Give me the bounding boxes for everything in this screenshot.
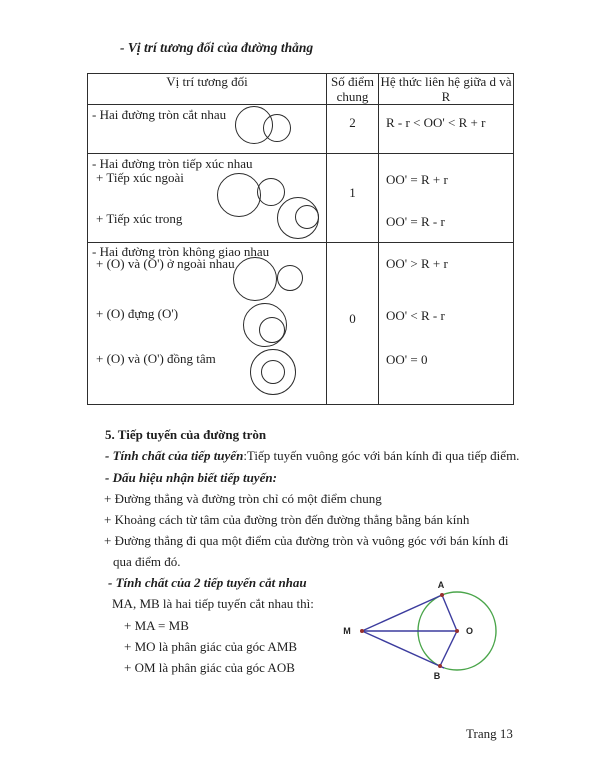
row-label: - Hai đường tròn tiếp xúc nhau xyxy=(92,156,253,171)
common-points-count: 1 xyxy=(327,154,379,243)
relative-position-table xyxy=(87,73,514,405)
bullet-line-continuation: qua điểm đó. xyxy=(113,554,181,569)
external-tangent-circles-diagram xyxy=(217,173,261,217)
tangent-lines-figure xyxy=(328,571,528,691)
label-M: M xyxy=(343,626,351,636)
row-sublabel: + (O) và (O') ở ngoài nhau xyxy=(96,256,235,271)
page-number: Trang 13 xyxy=(466,726,513,741)
row-sublabel: + (O) và (O') đồng tâm xyxy=(96,351,216,366)
label-O: O xyxy=(466,626,474,636)
common-points-count: 2 xyxy=(327,105,379,154)
relation-formula: OO' = R + r xyxy=(386,172,448,187)
separate-circles-diagram xyxy=(233,257,277,301)
tangent-property-item: + MO là phân giác của góc AMB xyxy=(124,639,298,654)
point-M xyxy=(360,629,364,633)
relation-formula: OO' > R + r xyxy=(386,256,448,271)
intersecting-circles-diagram xyxy=(263,114,291,142)
relation-formula: OO' < R - r xyxy=(386,308,445,323)
row-label: - Hai đường tròn cắt nhau xyxy=(92,107,227,122)
label-A: A xyxy=(437,580,445,590)
relation-formula: OO' = R - r xyxy=(386,214,445,229)
line-OB xyxy=(440,631,457,666)
section-heading: 5. Tiếp tuyến của đường tròn xyxy=(105,427,267,442)
bullet-line: + Đường thẳng đi qua một điểm của đường tròn và vuông góc với bán kính đi xyxy=(104,533,509,548)
row-sublabel: + Tiếp xúc ngoài xyxy=(96,170,184,185)
row-label: - Hai đường tròn không giao nhau xyxy=(92,244,270,259)
line-MB xyxy=(362,631,444,668)
label-B: B xyxy=(433,671,441,681)
page-title: - Vị trí tương đối của đường thẳng xyxy=(120,40,314,55)
row-sublabel: + Tiếp xúc trong xyxy=(96,211,183,226)
bullet-line: + Đường thẳng và đường tròn chỉ có một điểm chung xyxy=(104,491,382,506)
point-A xyxy=(440,593,444,597)
tangent-property-item: + MA = MB xyxy=(124,618,189,633)
contained-circles-diagram xyxy=(259,317,285,343)
col-header-position: Vị trí tương đối xyxy=(88,74,327,105)
relation-formula: OO' = 0 xyxy=(386,352,428,367)
col-header-relation: Hệ thức liên hệ giữa d và R xyxy=(380,74,512,104)
separate-circles-diagram xyxy=(277,265,303,291)
row-sublabel: + (O) đựng (O') xyxy=(96,306,179,321)
common-points-count: 0 xyxy=(327,243,379,405)
line-MA xyxy=(362,595,442,631)
concentric-circles-diagram xyxy=(261,360,285,384)
bullet-line: + Khoảng cách từ tâm của đường tròn đến đường thẳng bằng bán kính xyxy=(104,512,470,527)
tangent-property-item: + OM là phân giác của góc AOB xyxy=(124,660,295,675)
col-header-common-points: Số điểm chung xyxy=(327,74,379,105)
internal-tangent-circles-diagram xyxy=(295,205,319,229)
relation-formula: R - r < OO' < R + r xyxy=(386,115,486,130)
tangent-signs-heading: - Dấu hiệu nhận biết tiếp tuyến: xyxy=(105,470,277,485)
tangent-property-label: - Tính chất của tiếp tuyến xyxy=(105,448,244,463)
table-row xyxy=(88,105,514,154)
external-tangent-circles-diagram xyxy=(257,178,285,206)
table-row xyxy=(88,154,514,243)
point-O xyxy=(455,629,459,633)
table-row xyxy=(88,243,514,405)
two-tangents-intro: MA, MB là hai tiếp tuyến cắt nhau thì: xyxy=(112,596,314,611)
tangent-property-line xyxy=(105,449,519,464)
tangent-property-text: :Tiếp tuyến vuông góc với bán kính đi qua tiếp điểm. xyxy=(243,448,520,463)
point-B xyxy=(438,664,442,668)
line-OA xyxy=(442,595,457,631)
two-tangents-heading: - Tính chất của 2 tiếp tuyến cắt nhau xyxy=(108,575,307,590)
